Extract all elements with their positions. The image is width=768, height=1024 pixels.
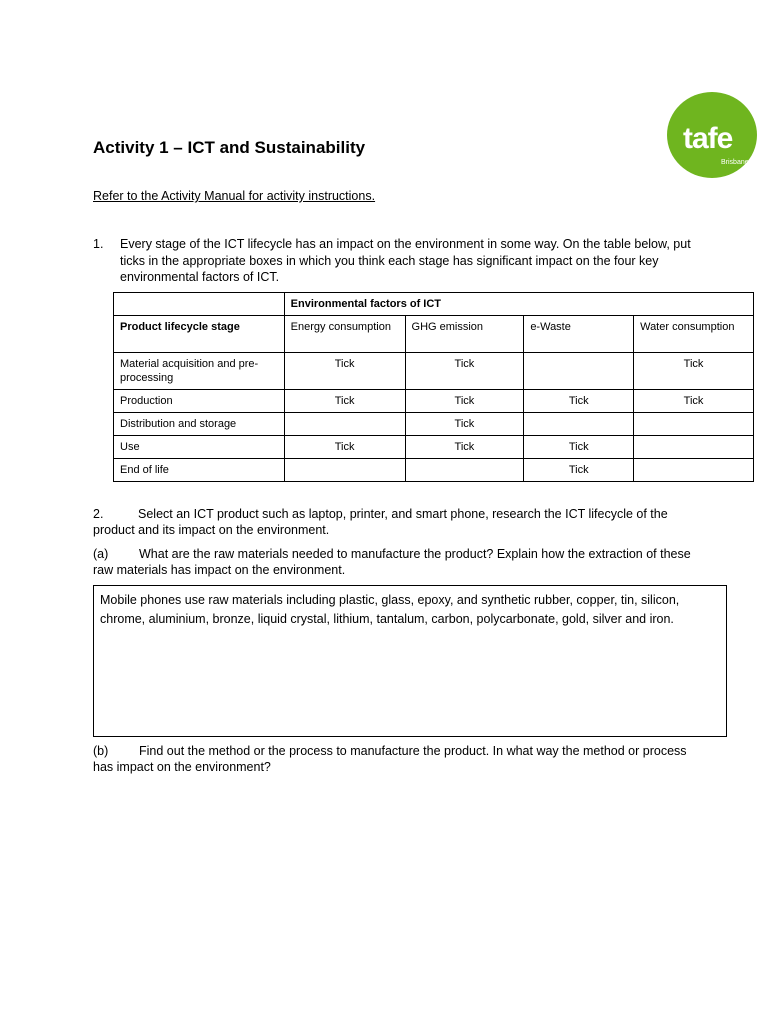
table-row (114, 459, 754, 482)
stage-cell: Distribution and storage (114, 413, 285, 436)
tick-cell (634, 459, 754, 482)
intro-instruction: Refer to the Activity Manual for activity instructions. (93, 189, 376, 203)
factor-header-cell: e-Waste (524, 316, 634, 353)
tick-cell: Tick (405, 413, 524, 436)
tick-cell: Tick (524, 390, 634, 413)
tick-cell: Tick (634, 353, 754, 390)
table-row (114, 436, 754, 459)
question-1 (93, 236, 693, 286)
tick-cell (634, 436, 754, 459)
stage-cell: Material acquisition and pre-processing (114, 353, 285, 390)
factor-header-cell: Energy consumption (284, 316, 405, 353)
tick-cell: Tick (405, 436, 524, 459)
question-1-number: 1. (93, 237, 104, 251)
tick-cell (524, 413, 634, 436)
question-1-text: Every stage of the ICT lifecycle has an impact on the environment in some way. On the table below, put ticks in the appropriate boxes in which you think each stage has significant impact on the four key environmental factors of ICT. (120, 237, 691, 284)
answer-box[interactable]: Mobile phones use raw materials including plastic, glass, epoxy, and synthetic rubber, copper, tin, silicon, chrome, aluminium, bronze, liquid crystal, lithium, tantalum, carbon, polycarbonate, gold, silver and iron. (93, 585, 727, 737)
tafe-logo-icon (667, 92, 757, 178)
question-2b-text: Find out the method or the process to manufacture the product. In what way the method or process has impact on the environment? (93, 744, 687, 774)
tick-cell (524, 353, 634, 390)
stage-cell: Production (114, 390, 285, 413)
question-2a-text: What are the raw materials needed to manufacture the product? Explain how the extraction of these raw materials has impact on the environment. (93, 547, 691, 577)
question-2 (93, 506, 693, 538)
tick-cell (634, 413, 754, 436)
factor-header-cell: GHG emission (405, 316, 524, 353)
table-row (114, 353, 754, 390)
stage-header-cell: Product lifecycle stage (114, 316, 285, 353)
tick-cell: Tick (634, 390, 754, 413)
tick-cell: Tick (284, 436, 405, 459)
logo-subtext: Brisbane (721, 159, 749, 166)
tick-cell: Tick (405, 390, 524, 413)
stage-cell: Use (114, 436, 285, 459)
question-2a-label: (a) (93, 547, 109, 561)
table-group-header-row (114, 293, 754, 316)
logo-text: tafe (683, 122, 733, 155)
table-row (114, 390, 754, 413)
tick-cell: Tick (524, 436, 634, 459)
environmental-factors-table (113, 292, 754, 482)
group-header-cell: Environmental factors of ICT (284, 293, 753, 316)
tick-cell: Tick (284, 353, 405, 390)
question-2b (93, 743, 693, 775)
factor-header-cell: Water consumption (634, 316, 754, 353)
tick-cell: Tick (284, 390, 405, 413)
question-2b-label: (b) (93, 744, 109, 758)
question-2-text: Select an ICT product such as laptop, printer, and smart phone, research the ICT lifecycle of the product and its impact on the environment. (93, 507, 668, 537)
question-2a (93, 546, 693, 578)
tick-cell (284, 413, 405, 436)
table-corner-cell (114, 293, 285, 316)
page-title: Activity 1 – ICT and Sustainability (93, 138, 366, 157)
stage-cell: End of life (114, 459, 285, 482)
tick-cell (284, 459, 405, 482)
table-header-row (114, 316, 754, 353)
tick-cell: Tick (524, 459, 634, 482)
table-row (114, 413, 754, 436)
tick-cell (405, 459, 524, 482)
question-2-number: 2. (93, 507, 104, 521)
tick-cell: Tick (405, 353, 524, 390)
